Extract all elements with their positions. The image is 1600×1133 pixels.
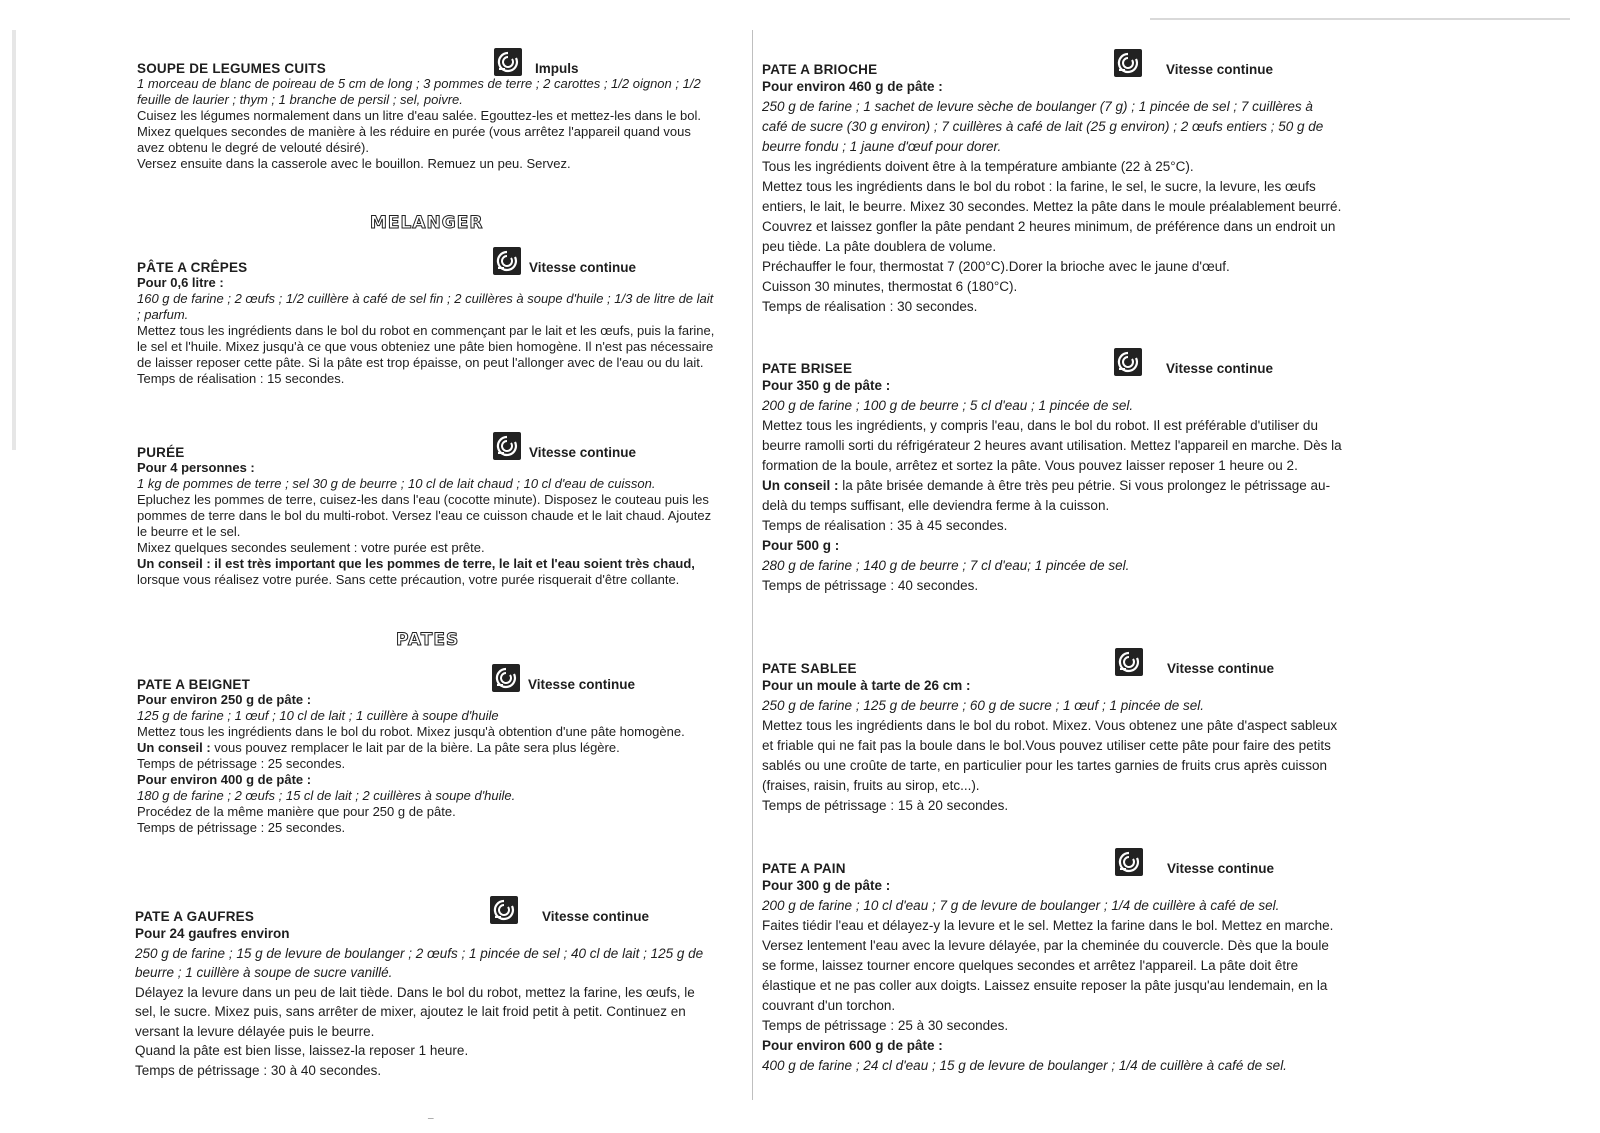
recipe-header (762, 656, 1342, 676)
time: Temps de pétrissage : 25 secondes. (137, 820, 346, 835)
time: Temps de pétrissage : 15 à 20 secondes. (762, 798, 1009, 813)
speed-dial-icon (1114, 49, 1142, 77)
page-mark: ¯ (428, 1118, 434, 1129)
ingredients: 250 g de farine ; 15 g de levure de boulanger ; 2 œufs ; 1 pincée de sel ; 40 cl de lait ; 125 g de beurre ; 1 cuillère à soupe de sucre vanillé. (135, 945, 704, 980)
tip-label: Un conseil : (137, 740, 211, 755)
instructions: Mixez quelques secondes seulement : votre purée est prête. (137, 540, 485, 555)
ingredients: 180 g de farine ; 2 œufs ; 15 cl de lait ; 2 cuillères à soupe d'huile. (137, 788, 516, 803)
time: Temps de pétrissage : 30 à 40 secondes. (135, 1062, 382, 1078)
instructions: Versez ensuite dans la casserole avec le bouillon. Remuez un peu. Servez. (137, 156, 571, 171)
recipe-title: PÂTE A CRÊPES (137, 260, 248, 275)
recipe-header (762, 57, 1342, 77)
instructions: Cuisson 30 minutes, thermostat 6 (180°C). (762, 279, 1018, 294)
section-title-pates: PATES (396, 630, 460, 650)
instructions: Délayez la levure dans un peu de lait tiède. Dans le bol du robot, mettez la farine, les œufs, le sel, le sucre. Mixez puis, sans arrêter de mixer, ajoutez le lait froid petit à petit. Continuez en versant la levure délayée puis le beurre. (135, 984, 695, 1039)
recipe-title: PATE A GAUFRES (135, 909, 255, 924)
instructions: Mettez tous les ingrédients dans le bol du robot : la farine, le sel, le sucre, la levure, les œufs entiers, le lait, le beurre. Mixez 30 secondes. Mettez la pâte dans le moule préalablement beurré. Couvrez et laissez gonfler la pâte pendant 2 heures minimum, de préférence dans un endroit un peu tiède. La pâte doublera de volume. (762, 179, 1342, 254)
recipe-pain (762, 856, 1342, 1076)
speed-dial-icon (1114, 348, 1142, 376)
ingredients: 1 morceau de blanc de poireau de 5 cm de long ; 3 pommes de terre ; 2 carottes ; 1/2 oignon ; 1/2 feuille de laurier ; thym ; 1 branche de persil ; sel, poivre. (137, 76, 701, 107)
speed-label: Vitesse continue (1167, 861, 1275, 876)
recipe-sablee (762, 656, 1342, 816)
yield: Pour environ 460 g de pâte : (762, 79, 943, 94)
speed-dial-icon (493, 432, 521, 460)
instructions: Mettez tous les ingrédients, y compris l'eau, dans le bol du robot. Il est préférable d'utiliser du beurre ramolli sorti du réfrigérateur 2 heures avant utilisation. Mettez l'appareil en marche. Dès la formation de la boule, arrêtez et sortez la pâte. Vous pouvez laisser reposer 1 heure ou 2. (762, 418, 1342, 473)
recipe-title: PATE SABLEE (762, 661, 857, 676)
tip (762, 476, 1342, 516)
instructions: Préchauffer le four, thermostat 7 (200°C).Dorer la brioche avec le jaune d'œuf. (762, 259, 1230, 274)
tip-label: Un conseil : il est très important que les pommes de terre, le lait et l'eau soient très chaud, (137, 556, 695, 571)
speed-label: Vitesse continue (529, 445, 637, 460)
scan-edge (12, 30, 16, 450)
ingredients: 250 g de farine ; 125 g de beurre ; 60 g de sucre ; 1 œuf ; 1 pincée de sel. (762, 698, 1205, 713)
instructions: Quand la pâte est bien lisse, laissez-la reposer 1 heure. (135, 1043, 469, 1058)
speed-label: Vitesse continue (1167, 661, 1275, 676)
ingredients: 1 kg de pommes de terre ; sel 30 g de beurre ; 10 cl de lait chaud ; 10 cl d'eau de cuisson. (137, 476, 656, 491)
instructions: Procédez de la même manière que pour 250 g de pâte. (137, 804, 456, 819)
ingredients: 200 g de farine ; 10 cl d'eau ; 7 g de levure de boulanger ; 1/4 de cuillère à café de sel. (762, 898, 1280, 913)
recipe-header (762, 856, 1342, 876)
recipe-soupe (137, 56, 717, 172)
recipe-brioche (762, 57, 1342, 317)
time: Temps de réalisation : 15 secondes. (137, 371, 345, 386)
speed-dial-icon (1115, 648, 1143, 676)
time: Temps de pétrissage : 40 secondes. (762, 578, 979, 593)
recipe-header (135, 904, 710, 924)
speed-dial-icon (492, 664, 520, 692)
tip (137, 740, 717, 756)
recipe-header (137, 56, 717, 76)
speed-dial-icon (493, 247, 521, 275)
recipe-title: PATE A BRIOCHE (762, 62, 878, 77)
yield: Pour 350 g de pâte : (762, 378, 891, 393)
tip (137, 556, 717, 588)
recipe-title: PATE A PAIN (762, 861, 846, 876)
speed-dial-icon (494, 48, 522, 76)
ingredients: 125 g de farine ; 1 œuf ; 10 cl de lait ; 1 cuillère à soupe d'huile (137, 708, 499, 723)
yield: Pour 0,6 litre : (137, 275, 224, 290)
speed-label: Vitesse continue (528, 677, 636, 692)
recipe-puree (137, 440, 717, 588)
recipe-header (762, 356, 1342, 376)
recipe-header (137, 440, 717, 460)
page-fold (752, 30, 753, 1100)
speed-dial-icon (490, 896, 518, 924)
instructions: Faites tiédir l'eau et délayez-y la levure et le sel. Mettez la farine dans le bol. Mettez en marche. Versez lentement l'eau avec la levure délayée, par la cheminée du couvercle. Dès que la boule se forme, laissez tourner encore quelques secondes et arrêtez l'appareil. La pâte doit être élastique et ne pas coller aux doigts. Laissez ensuite reposer la pâte jusqu'au lendemain, en la couvrant d'un torchon. (762, 918, 1334, 1013)
instructions: Tous les ingrédients doivent être à la température ambiante (22 à 25°C). (762, 159, 1194, 174)
yield: Pour 500 g : (762, 538, 840, 553)
time: Temps de réalisation : 35 à 45 secondes. (762, 518, 1008, 533)
ingredients: 280 g de farine ; 140 g de beurre ; 7 cl d'eau; 1 pincée de sel. (762, 558, 1130, 573)
yield: Pour un moule à tarte de 26 cm : (762, 678, 971, 693)
instructions: Epluchez les pommes de terre, cuisez-les dans l'eau (cocotte minute). Disposez le couteau puis les pommes de terre dans le bol du multi-robot. Versez l'eau ce cuisson chaude et le lait chaud. Ajoutez le beurre et le sel. (137, 492, 712, 539)
tip-text: vous pouvez remplacer le lait par de la bière. La pâte sera plus légère. (210, 740, 620, 755)
scan-line (1150, 18, 1570, 20)
speed-label: Vitesse continue (1166, 361, 1274, 376)
yield: Pour environ 400 g de pâte : (137, 772, 312, 787)
tip-label: Un conseil : (762, 478, 839, 493)
ingredients: 400 g de farine ; 24 cl d'eau ; 15 g de levure de boulanger ; 1/4 de cuillère à café de sel. (762, 1058, 1287, 1073)
recipe-header (137, 255, 717, 275)
section-title-melanger: MELANGER (370, 213, 484, 233)
recipe-brisee (762, 356, 1342, 596)
recipe-title: PATE A BEIGNET (137, 677, 251, 692)
recipe-header (137, 672, 717, 692)
yield: Pour environ 600 g de pâte : (762, 1038, 943, 1053)
speed-label: Impuls (535, 61, 579, 76)
ingredients: 200 g de farine ; 100 g de beurre ; 5 cl d'eau ; 1 pincée de sel. (762, 398, 1134, 413)
instructions: Cuisez les légumes normalement dans un litre d'eau salée. Egouttez-les et mettez-les dans le bol. Mixez quelques secondes de manière à les réduire en purée (vous arrêtez l'appareil quand vous avez obtenu le degré de velouté désiré). (137, 108, 701, 155)
recipe-gaufres (135, 904, 710, 1080)
time: Temps de réalisation : 30 secondes. (762, 299, 978, 314)
instructions: Mettez tous les ingrédients dans le bol du robot en commençant par le lait et les œufs, puis la farine, le sel et l'huile. Mixez jusqu'à ce que vous obteniez une pâte bien homogène. Il n'est pas nécessaire de laisser reposer cette pâte. Si la pâte est trop épaisse, on peut l'allonger avec de l'eau ou du lait. (137, 323, 715, 370)
yield: Pour 4 personnes : (137, 460, 255, 475)
yield: Pour 24 gaufres environ (135, 926, 290, 941)
ingredients: 160 g de farine ; 2 œufs ; 1/2 cuillère à café de sel fin ; 2 cuillères à soupe d'huile ; 1/3 de litre de lait ; parfum. (137, 291, 714, 322)
ingredients: 250 g de farine ; 1 sachet de levure sèche de boulanger (7 g) ; 1 pincée de sel ; 7 cuillères à café de sucre (30 g environ) ; 7 cuillères à café de lait (25 g environ) ; 2 œufs entiers ; 50 g de beurre fondu ; 1 jaune d'œuf pour dorer. (762, 99, 1324, 154)
instructions: Mettez tous les ingrédients dans le bol du robot. Mixez jusqu'à obtention d'une pâte homogène. (137, 724, 685, 739)
speed-label: Vitesse continue (1166, 62, 1274, 77)
recipe-title: PURÉE (137, 445, 185, 460)
speed-label: Vitesse continue (542, 909, 650, 924)
recipe-crepes (137, 255, 717, 387)
time: Temps de pétrissage : 25 secondes. (137, 756, 346, 771)
recipe-beignet (137, 672, 717, 836)
speed-dial-icon (1115, 848, 1143, 876)
instructions: Mettez tous les ingrédients dans le bol du robot. Mixez. Vous obtenez une pâte d'aspect sableux et friable qui ne fait pas la boule dans le bol.Vous pouvez utiliser cette pâte pour faire des petits sablés ou une croûte de tarte, en particulier pour les tartes garnies de fruits crus après cuisson (fraises, raisin, fruits au sirop, etc...). (762, 718, 1338, 793)
yield: Pour 300 g de pâte : (762, 878, 891, 893)
time: Temps de pétrissage : 25 à 30 secondes. (762, 1018, 1009, 1033)
speed-label: Vitesse continue (529, 260, 637, 275)
tip-text: lorsque vous réalisez votre purée. Sans cette précaution, votre purée risquerait d'être collante. (137, 572, 680, 587)
recipe-title: SOUPE DE LEGUMES CUITS (137, 61, 326, 76)
yield: Pour environ 250 g de pâte : (137, 692, 312, 707)
tip-text: la pâte brisée demande à être très peu pétrie. Si vous prolongez le pétrissage au-delà du temps suffisant, elle deviendra ferme à la cuisson. (762, 478, 1331, 513)
recipe-title: PATE BRISEE (762, 361, 853, 376)
